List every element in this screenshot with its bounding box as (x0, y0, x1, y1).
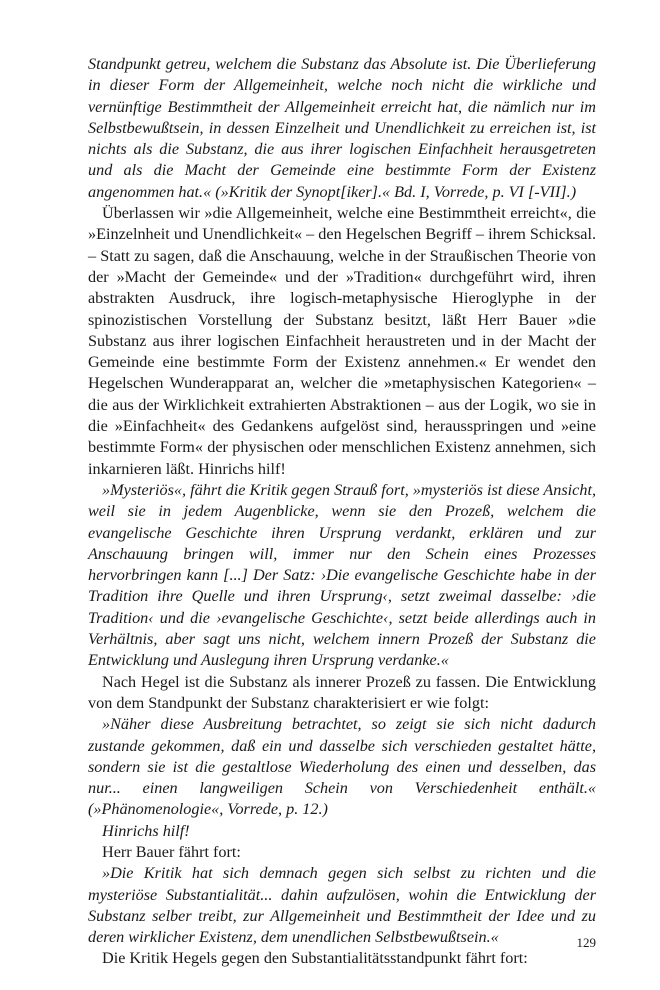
body-paragraph: Überlassen wir »die Allgemeinheit, welche eine Bestimmtheit erreicht«, die »Einzelnheit und Unendlichkeit« – den Hegelschen Begriff – ihrem Schicksal. – Statt zu sagen, daß die Anschauung, welche in der Straußischen Theorie von der »Macht der Gemeinde« und der »Tradition« durchgeführt wird, ihren abstrakten Ausdruck, ihre logisch-metaphysische Hieroglyphe in der spinozistischen Vorstellung der Substanz besitzt, läßt Herr Bauer »die Substanz aus ihrer logischen Einfachheit heraustreten und in der Macht der Gemeinde eine bestimmte Form der Existenz annehmen.« Er wendet den Hegelschen Wunderapparat an, welcher die »metaphysischen Kategorien« – die aus der Wirklichkeit extrahierten Abstraktionen – aus der Logik, wo sie in die »Einfachheit« des Gedankens aufgelöst sind, herausspringen und »eine bestimmte Form« der physischen oder menschlichen Existenz annehmen, sich inkarnieren läßt. Hinrichs hilf! (88, 204, 596, 478)
quote-paragraph: »Näher diese Ausbreitung betrachtet, so zeigt sie sich nicht dadurch zustande gekommen, daß ein und dasselbe sich verschieden gestaltet hätte, sondern sie ist die gestaltlose Wiederholung des einen und desselben, das nur... einen langweiligen Schein von Verschiedenheit enthält.« (»Phänomenologie«, Vorrede, p. 12.) (88, 715, 596, 819)
quote-paragraph: Standpunkt getreu, welchem die Substanz das Absolute ist. Die Überlieferung in dieser Form der Allgemeinheit, welche noch nicht die wirkliche und vernünftige Bestimmtheit der Allgemeinheit erreicht hat, die nämlich nur im Selbstbewußtsein, in dessen Einzelheit und Unendlichkeit zu erreichen ist, ist nichts als die Substanz, die aus ihrer logischen Einfachheit herausgetreten und als die Macht der Gemeinde eine bestimmte Form der Existenz angenommen hat.« (»Kritik der Synopt[iker].« Bd. I, Vorrede, p. VI [-VII].) (88, 55, 596, 201)
body-paragraph: Die Kritik Hegels gegen den Substantialitätsstandpunkt fährt fort: (102, 949, 528, 968)
quote-paragraph: »Die Kritik hat sich demnach gegen sich selbst zu richten und die mysteriöse Substantialität... dahin aufzulösen, wohin die Entwicklung der Substanz selber treibt, zur Allgemeinheit und Bestimmtheit der Idee und zu deren wirklicher Existenz, dem unendlichen Selbstbewußtsein.« (88, 864, 596, 947)
page-body (88, 54, 596, 970)
page-number: 129 (576, 935, 596, 950)
quote-paragraph: »Mysteriös«, fährt die Kritik gegen Strauß fort, »mysteriös ist diese Ansicht, weil sie in jedem Augenblicke, wenn sie den Prozeß, welchem die evangelische Geschichte ihren Ursprung verdankt, erklären und zur Anschauung bringen will, immer nur den Schein eines Prozesses hervorbringen kann [...] Der Satz: ›Die evangelische Geschichte habe in der Tradition ihre Quelle und ihren Ursprung‹, setzt zweimal dasselbe: ›die Tradition‹ und die ›evangelische Geschichte‹, setzt beide allerdings auch in Verhältnis, aber sagt uns nicht, welchem innern Prozeß der Substanz die Entwicklung und Auslegung ihren Ursprung verdanke.« (88, 480, 596, 670)
body-paragraph: Herr Bauer fährt fort: (102, 842, 241, 861)
body-paragraph: Nach Hegel ist die Substanz als innerer Prozeß zu fassen. Die Entwicklung von dem Standpunkt der Substanz charakterisiert er wie folgt: (88, 672, 596, 712)
quote-paragraph: Hinrichs hilf! (102, 821, 190, 840)
